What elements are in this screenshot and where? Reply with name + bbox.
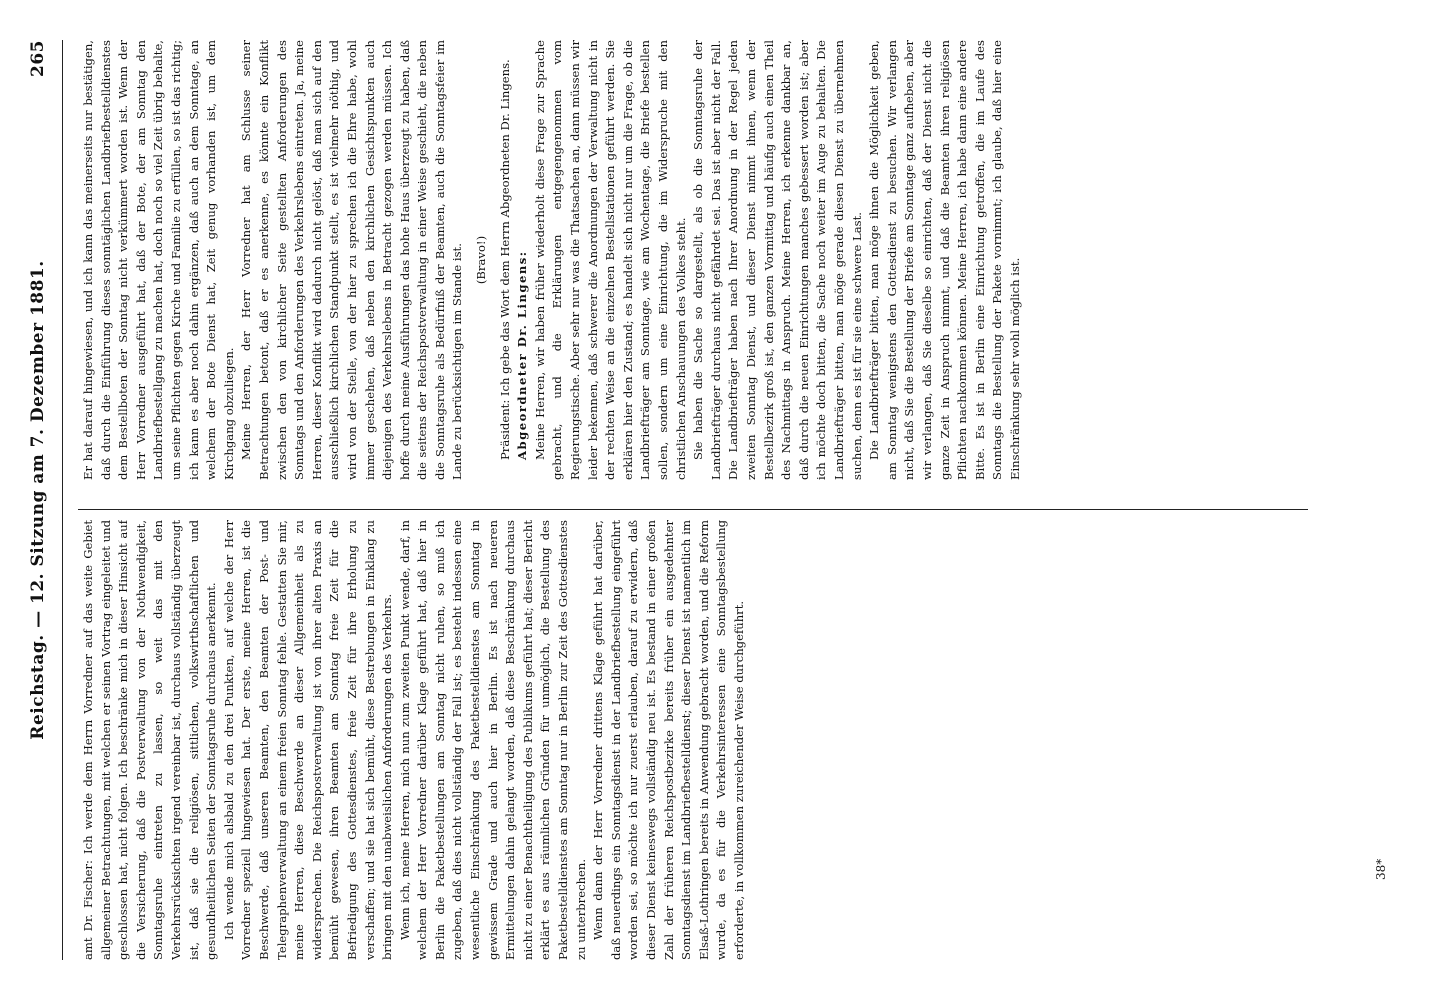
page-number: 265 (28, 40, 48, 77)
applause-note: (Bravo!) (474, 235, 489, 285)
paragraph: Die Landbriefträger bitten, man möge ihnen die Möglichkeit geben, am Sonntag wenigstens den Gottesdienst zu besuchen. Wir verlangen nicht, daß Sie die Bestellung der Briefe am Sonntage ganz aufheben, aber wir verlangen, daß Sie dieselbe so einrichten, daß der Dienst nicht die ganze Zeit in Anspruch nimmt, und daß die Beamten ihren religiösen Pflichten nachkommen können. Meine Herren, ich habe dann eine andere Bitte. Es ist in Berlin eine Einrichtung getroffen, die im Laufe des Sonntags die Bestellung der Pakete vornimmt; ich glaube, daß hier eine Einschränkung sehr wohl möglich ist. (867, 40, 1022, 480)
speaker-intro (514, 40, 532, 480)
column-rule (78, 509, 1308, 510)
paragraph: Meine Herren, der Herr Vorredner hat am Schlusse seiner Betrachtungen betont, daß er es anerkenne, es könnte ein Konflikt zwischen den von kirchlicher Seite gestellten Anforderungen des Sonntags und den Anforderungen des Verkehrslebens eintreten. Ja, meine Herren, dieser Konflikt wird dadurch nicht gelöst, daß man sich auf den ausschließlich kirchlichen Standpunkt stellt, es ist vielmehr nöthig, und wird von der Stelle, von der hier zu sprechen ich die Ehre habe, wohl immer geschehen, daß neben den kirchlichen Gesichtspunkten auch diejenigen des Verkehrslebens in Betracht gezogen werden müssen. Ich hoffe durch meine Ausführungen das hohe Haus überzeugt zu haben, daß die seitens der Reichspostverwaltung in einer Weise geschieht, die neben die Sonntagsruhe als Bedürfniß der Beamten, auch die Sonntagsfeier im Lande zu berücksichtigen im Stande ist. (239, 40, 465, 480)
paragraph: Meine Herren, wir haben früher wiederholt diese Frage zur Sprache gebracht, und die Erklärungen entgegengenommen vom Regierungstische. Aber sehr nur was die Thatsachen an, dann müssen wir leider bekennen, daß schwerer die Anordnungen der Verwaltung nicht in der rechten Weise an die einzelnen Bestellstationen geführt werden. Sie erklären hier den Zustand; es handelt sich nicht nur um die Frage, ob die Landbriefträger am Sonntage, wie am Wochentage, die Briefe bestellen sollen, sondern um eine Einrichtung, die im Widerspruche mit den christlichen Anschauungen des Volkes steht. (532, 40, 688, 480)
president-line: Präsident: Ich gebe das Wort dem Herrn Abgeordneten Dr. Lingens. (497, 59, 512, 460)
paragraph: Wenn dann der Herr Vorredner drittens Klage geführt hat darüber, daß neuerdings ein Sonntagsdienst in der Landbriefbestellung eingeführt worden sei, so möchte ich nur zuerst erlauben, darauf zu erwidern, daß dieser Dienst keineswegs vollständig neu ist. Es bestand in einer großen Zahl der früheren Reichspostbezirke bereits früher ein ausgedehnter Sonntagsdienst im Landbriefbestelldienst; dieser Dienst ist namentlich im Elsaß-Lothringen bereits in Anwendung gebracht worden, und die Reform wurde, da es für die Verkehrsinteressen eine Sonntagsbestellung erforderte, in vollkommen zureichender Weise durchgeführt. (591, 520, 746, 960)
paragraph: Sie haben die Sache so dargestellt, als ob die Sonntagsruhe der Landbriefträger durchaus nicht gefährdet sei. Das ist aber nicht der Fall. Die Landbriefträger haben nach Ihrer Anordnung in der Regel jeden zweiten Sonntag Dienst, und dieser Dienst nimmt ihnen, wenn der Bestellbezirk groß ist, den ganzen Vormittag und häufig auch einen Theil des Nachmittags in Anspruch. Meine Herren, ich erkenne dankbar an, daß durch die neuen Einrichtungen manches gebessert worden ist; aber ich möchte doch bitten, die Sache noch weiter im Auge zu behalten. Die Landbriefträger bitten, man möge gerade diesen Dienst zu übernehmen suchen, denn es ist für sie eine schwere Last. (691, 40, 864, 480)
signature-mark: 38* (1374, 858, 1388, 880)
right-column (80, 40, 1370, 480)
paragraph: Wenn ich, meine Herren, mich nun zum zweiten Punkt wende, darf, in welchem der Herr Vorredner darüber Klage geführt hat, daß hier in Berlin die Paketbestellungen am Sonntag nicht ruhen, so muß ich zugeben, daß dies nicht vollständig der Fall ist; es besteht indessen eine wesentliche Einschränkung des Paketbestelldienstes am Sonntag in gewissem Grade und auch hier in Berlin. Es ist nach neueren Ermittelungen dahin gelangt worden, daß diese Beschränkung durchaus nicht zu einer Benachtheiligung des Publikums geführt hat; dieser Bericht erklärt es aus räumlichen Gründen für unmöglich, die Bestellung des Paketbestelldienstes am Sonntag nur in Berlin zur Zeit des Gottesdienstes zu unterbrechen. (397, 520, 588, 960)
speaker-name: Abgeordneter Dr. Lingens: (515, 250, 530, 460)
header-rule (62, 40, 63, 960)
running-header (28, 40, 62, 960)
paragraph: Ich wende mich alsbald zu den drei Punkten, auf welche der Herr Vorredner speziell hingewiesen hat. Der erste, meine Herren, ist die Beschwerde, daß unseren Beamten, den Beamten der Post- und Telegraphenverwaltung an einem freien Sonntag fehle. Gestatten Sie mir, meine Herren, diese Beschwerde an dieser Allgemeinheit als zu widersprechen. Die Reichspostverwaltung ist von ihrer alten Praxis an bemüht gewesen, ihren Beamten am Sonntag freie Zeit für die Befriedigung des Gottesdienstes, freie Zeit für ihre Erholung zu verschaffen; und sie hat sich bemüht, diese Bestrebungen in Einklang zu bringen mit den unabweislichen Anforderungen des Verkehrs. (221, 520, 395, 960)
header-title: Reichstag. — 12. Sitzung am 7. Dezember 1881. (28, 260, 48, 740)
paragraph: Er hat darauf hingewiesen, und ich kann das meinerseits nur bestätigen, daß durch die Einführung dieses sonntäglichen Landbriefbestelldienstes dem Bestellboten der Sonntag nicht verkümmert worden ist. Wenn der Herr Vorredner ausgeführt hat, daß der Bote, der am Sonntag den Landbriefbestellgang zu machen hat, doch noch so viel Zeit übrig behalte, um seine Pflichten gegen Kirche und Familie zu erfüllen, so ist das richtig; ich kann es aber noch dahin ergänzen, daß auch an dem Sonntage, an welchem der Bote Dienst hat, Zeit genug vorhanden ist, um dem Kirchgang obzuliegen. (81, 40, 236, 480)
paragraph: amt Dr. Fischer: Ich werde dem Herrn Vorredner auf das weite Gebiet allgemeiner Betrachtungen, mit welchen er seinen Vortrag eingeleitet und geschlossen hat, nicht folgen. Ich beschränke mich in dieser Hinsicht auf die Versicherung, daß die Postverwaltung von der Nothwendigkeit, Sonntagsruhe eintreten zu lassen, so weit das mit den Verkehrsrücksichten irgend vereinbar ist, durchaus vollständig überzeugt ist, daß sie die religiösen, sittlichen, volkswirthschaftlichen und gesundheitlichen Seiten der Sonntagsruhe durchaus anerkennt. (81, 520, 219, 960)
left-column (80, 520, 1370, 960)
